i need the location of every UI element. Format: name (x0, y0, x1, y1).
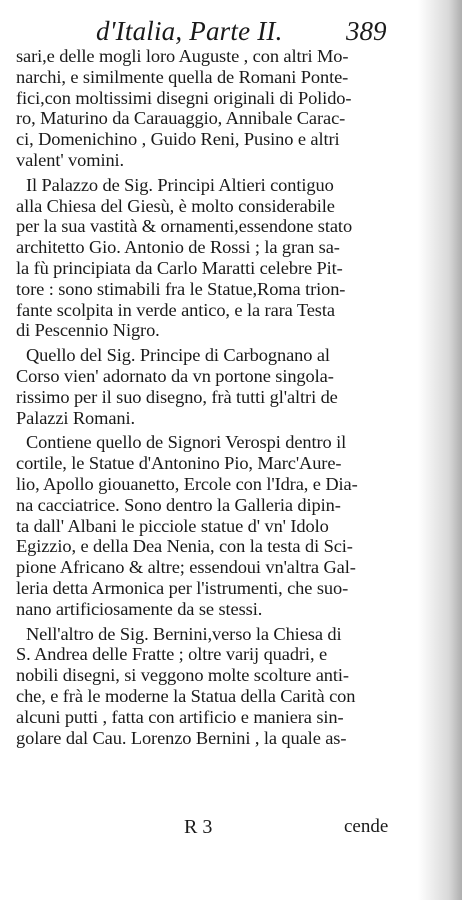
text-line: narchi, e similmente quella de Romani Ponte- (16, 66, 349, 87)
catchword: cende (344, 816, 389, 837)
text-line: la fù principiata da Carlo Maratti celebre Pit- (16, 257, 343, 278)
text-line: nobili disegni, si veggono molte scolture anti- (16, 665, 349, 686)
paragraph-start-line: Nell'altro de Sig. Bernini,verso la Chiesa di (26, 623, 342, 644)
text-line: golare dal Cau. Lorenzo Bernini , la quale as- (16, 727, 347, 748)
paragraph-start-line: Il Palazzo de Sig. Principi Altieri contiguo (26, 174, 334, 195)
text-line: Egizzio, e della Dea Nenia, con la testa di Sci- (16, 536, 353, 557)
text-line: che, e frà le moderne la Statua della Carità con (16, 685, 356, 706)
text-line: pione Africano & altre; essendoui vn'altra Gal- (16, 557, 356, 578)
text-line: architetto Gio. Antonio de Rossi ; la gran sa- (16, 237, 340, 258)
page-number: 389 (346, 16, 387, 46)
page-edge-shadow (418, 0, 462, 900)
text-line: rissimo per il suo disegno, frà tutti gl'altri de (16, 386, 338, 407)
text-line: lio, Apollo giouanetto, Ercole con l'Idra, e Dia- (16, 473, 358, 494)
text-line: nano artificiosamente da se stessi. (16, 598, 263, 619)
text-line: alla Chiesa del Giesù, è molto considerabile (16, 195, 335, 216)
text-line: tore : sono stimabili fra le Statue,Roma trion- (16, 278, 346, 299)
running-head-title: d'Italia, Parte II. (96, 16, 283, 46)
paragraph-start-line: Quello del Sig. Principe di Carbognano al (26, 345, 330, 366)
page-footer (0, 816, 420, 842)
text-line: alcuni putti , fatta con artificio e maniera sin- (16, 706, 344, 727)
text-line: ta dall' Albani le picciole statue d' vn' Idolo (16, 515, 329, 536)
text-line: di Pescennio Nigro. (16, 320, 160, 341)
paragraph-start-line: Contiene quello de Signori Verospi dentro il (26, 432, 347, 453)
text-line: na cacciatrice. Sono dentro la Galleria dipin- (16, 494, 341, 515)
text-line: leria detta Armonica per l'istrumenti, che suo- (16, 577, 349, 598)
text-line: sari,e delle mogli loro Auguste , con altri Mo- (16, 46, 349, 66)
text-line: Palazzi Romani. (16, 407, 136, 428)
text-line: valent' vomini. (16, 149, 125, 170)
body-text (16, 46, 416, 748)
text-line: Corso vien' adornato da vn portone singola- (16, 365, 334, 386)
text-line: fante scolpita in verde antico, e la rara Testa (16, 299, 335, 320)
text-line: ci, Domenichino , Guido Reni, Pusino e altri (16, 129, 340, 150)
text-line: per la sua vastità & ornamenti,essendone stato (16, 216, 353, 237)
text-line: fici,con moltissimi disegni originali di Polido- (16, 87, 352, 108)
text-line: cortile, le Statue d'Antonino Pio, Marc'Aure- (16, 453, 342, 474)
signature-mark: R 3 (184, 816, 213, 838)
text-line: S. Andrea delle Fratte ; oltre varij quadri, e (16, 644, 328, 665)
text-line: ro, Maturino da Carauaggio, Annibale Carac- (16, 108, 346, 129)
